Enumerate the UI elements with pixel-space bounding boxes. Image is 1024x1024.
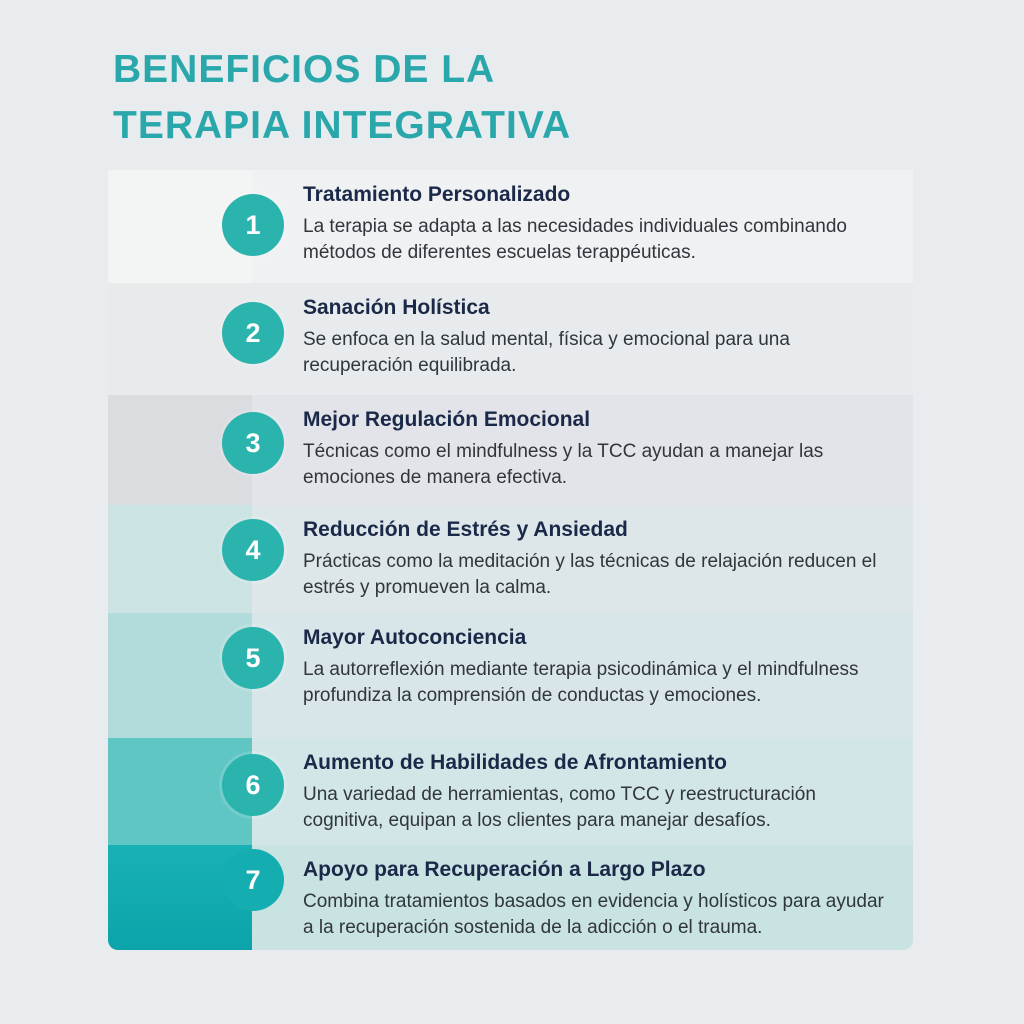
benefit-title: Reducción de Estrés y Ansiedad: [303, 518, 628, 541]
benefit-description: La autorreflexión mediante terapia psicodinámica y el mindfulness profundiza la comprensión de conductas y emociones.: [303, 659, 859, 706]
benefits-list: [108, 170, 913, 950]
benefit-description: Técnicas como el mindfulness y la TCC ayudan a manejar las emociones de manera efectiva.: [303, 441, 824, 488]
number-badge: [222, 302, 284, 364]
number-badge: [222, 627, 284, 689]
benefit-item-7: [108, 845, 913, 950]
page-title-line2: TERAPIA INTEGRATIVA: [113, 104, 572, 147]
number-badge: [222, 194, 284, 256]
benefit-description: Prácticas como la meditación y las técnicas de relajación reducen el estrés y promueven la calma.: [303, 551, 877, 598]
number-badge: [222, 754, 284, 816]
benefit-content: [252, 395, 913, 505]
benefit-title: Tratamiento Personalizado: [303, 183, 571, 206]
benefit-description: La terapia se adapta a las necesidades individuales combinando métodos de diferentes escuelas terappéuticas.: [303, 216, 847, 263]
benefit-item-4: [108, 505, 913, 613]
benefit-title: Apoyo para Recuperación a Largo Plazo: [303, 858, 706, 881]
benefit-description: Se enfoca en la salud mental, física y emocional para una recuperación equilibrada.: [303, 329, 790, 376]
benefit-content: [252, 738, 913, 845]
benefit-title: Aumento de Habilidades de Afrontamiento: [303, 751, 727, 774]
benefit-item-5: [108, 613, 913, 738]
badge-number: 2: [245, 317, 261, 348]
badge-number: 3: [245, 427, 261, 458]
benefit-item-1: [108, 170, 913, 283]
page-title: [113, 42, 571, 154]
benefit-title: Mejor Regulación Emocional: [303, 408, 591, 431]
benefit-title: Mayor Autoconciencia: [303, 626, 527, 649]
benefit-content: [252, 845, 913, 950]
badge-number: 6: [245, 769, 261, 800]
benefit-content: [252, 283, 913, 395]
benefit-content: [252, 505, 913, 613]
benefit-content: [252, 613, 913, 738]
number-badge: [222, 849, 284, 911]
badge-number: 5: [245, 642, 261, 673]
benefit-description: Una variedad de herramientas, como TCC y reestructuración cognitiva, equipan a los clientes para manejar desafíos.: [303, 784, 816, 831]
benefit-item-3: [108, 395, 913, 505]
benefit-title: Sanación Holística: [303, 296, 490, 319]
badge-number: 7: [245, 864, 261, 895]
benefit-item-2: [108, 283, 913, 395]
page-title-line1: BENEFICIOS DE LA: [113, 48, 496, 91]
badge-number: 4: [245, 534, 261, 565]
benefit-description: Combina tratamientos basados en evidencia y holísticos para ayudar a la recuperación sostenida de la adicción o el trauma.: [303, 891, 884, 938]
benefit-item-6: [108, 738, 913, 845]
benefit-content: [252, 170, 913, 283]
number-badge: [222, 412, 284, 474]
number-badge: [222, 519, 284, 581]
badge-number: 1: [245, 209, 261, 240]
